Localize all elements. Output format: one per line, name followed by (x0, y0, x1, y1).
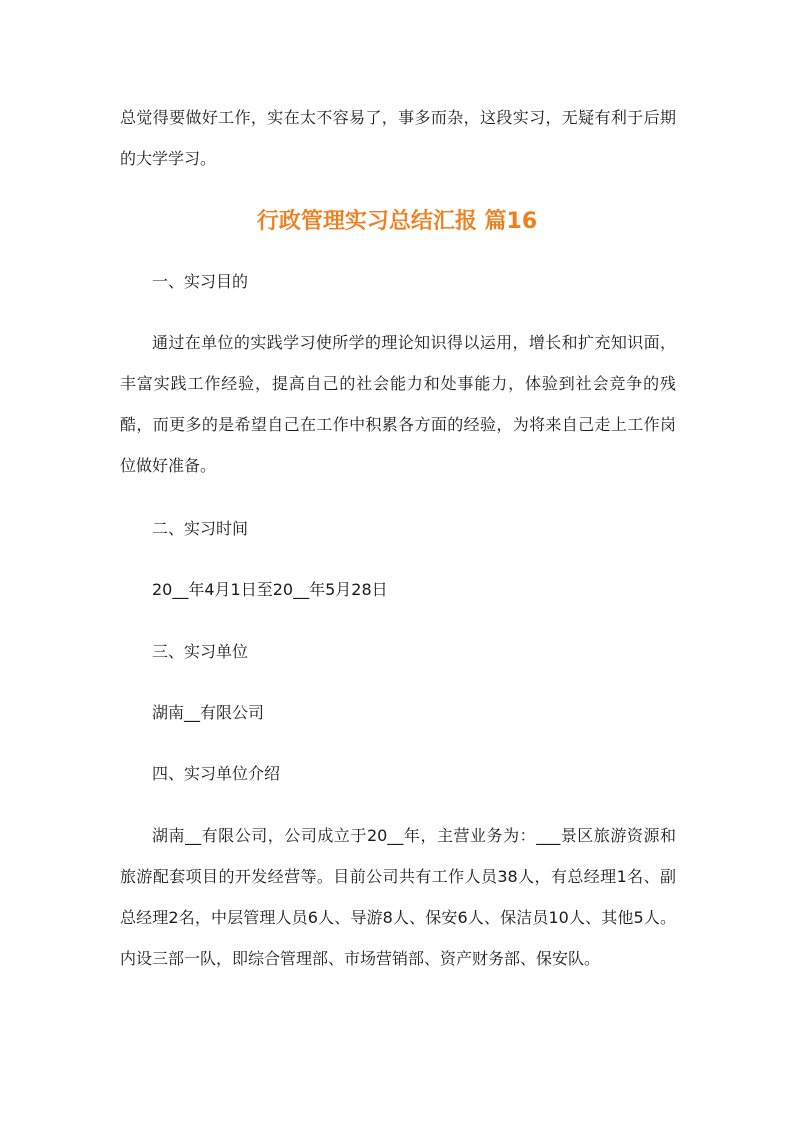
unit-heading: 三、实习单位 (152, 642, 249, 661)
unit-paragraph: 湖南__有限公司 (152, 703, 265, 722)
time-paragraph: 20__年4月1日至20__年5月28日 (152, 580, 388, 599)
purpose-paragraph: 通过在单位的实践学习使所学的理论知识得以运用，增长和扩充知识面，丰富实践工作经验，提高自己的社会能力和处事能力，体验到社会竞争的残酷，而更多的是希望自己在工作中积累各方面的经验，为将来自己走上工作岗位做好准备。 (120, 333, 676, 475)
time-heading: 二、实习时间 (152, 519, 249, 538)
purpose-heading: 一、实习目的 (152, 272, 249, 291)
company-intro-heading: 四、实习单位介绍 (152, 764, 281, 783)
intro-paragraph: 总觉得要做好工作，实在太不容易了，事多而杂，这段实习，无疑有利于后期的大学学习。 (120, 108, 676, 168)
company-intro-paragraph: 湖南__有限公司，公司成立于20__年，主营业务为：___景区旅游资源和旅游配套项目的开发经营等。目前公司共有工作人员38人，有总经理1名、副总经理2名，中层管理人员6人、导游8人、保安6人、保洁员10人、其他5人。内设三部一队，即综合管理部、市场营销部、资产财务部、保安队。 (120, 826, 676, 968)
page-title: 行政管理实习总结汇报 篇16 (256, 209, 538, 234)
